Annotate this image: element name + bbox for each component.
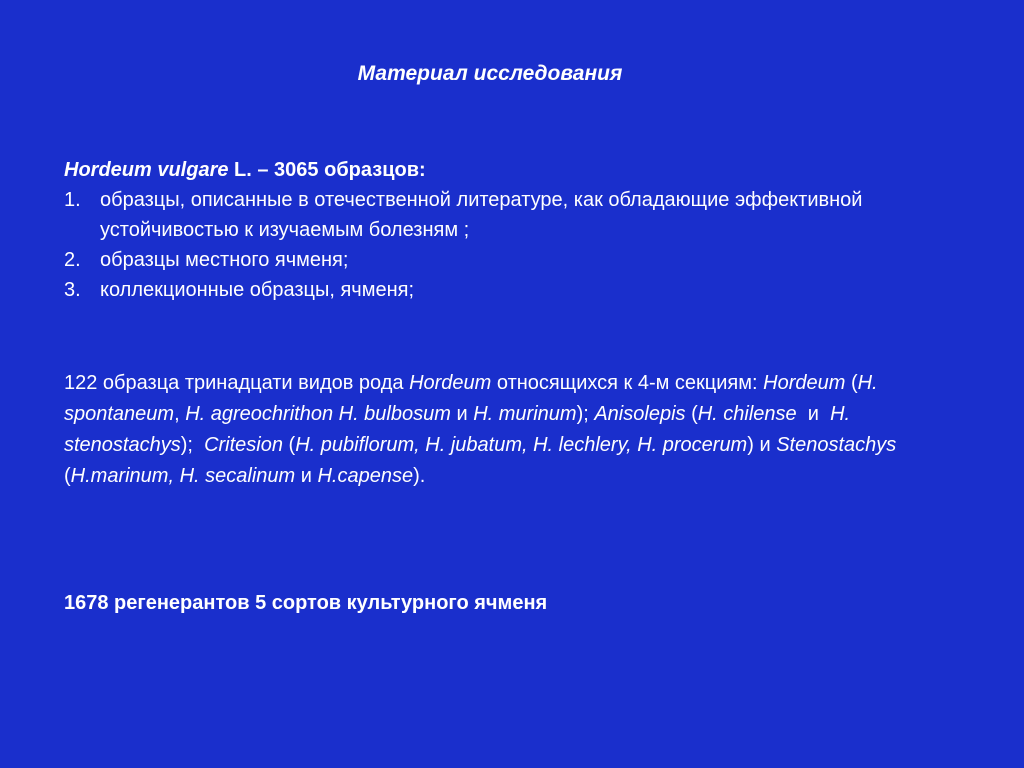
species-list: H.capense (317, 465, 414, 487)
list-text: образцы местного ячменя; (100, 249, 349, 271)
text-run: ( (685, 403, 698, 425)
list-item (64, 245, 964, 275)
sample-list (64, 185, 964, 305)
regenerants-line: 1678 регенерантов 5 сортов культурного ячменя (64, 592, 548, 614)
section-heading (64, 155, 964, 185)
wild-species-paragraph (64, 368, 944, 492)
text-run: и (450, 403, 474, 425)
text-run: ) и (747, 434, 777, 456)
list-text: образцы, описанные в отечественной литературе, как обладающие эффективной устойчивостью к изучаемым болезням ; (100, 189, 863, 241)
list-number: 3. (64, 279, 81, 301)
species-list: H. pubiflorum, H. jubatum, H. lechlery, H. procerum (295, 434, 748, 456)
list-number: 2. (64, 249, 81, 271)
text-run: ( (64, 465, 71, 487)
list-number: 1. (64, 189, 81, 211)
section-name-hordeum: Hordeum (763, 372, 846, 394)
text-run: ( (845, 372, 858, 394)
text-run: 122 образца тринадцати видов рода (64, 372, 410, 394)
list-item (64, 275, 964, 305)
list-text: коллекционные образцы, ячменя; (100, 279, 415, 301)
species-list: H. spontaneum (64, 372, 878, 425)
section-name-stenostachys: Stenostachys (776, 434, 897, 456)
text-run: ); (576, 403, 595, 425)
species-list: H. stenostachys (64, 403, 851, 456)
species-list: H.marinum, H. secalinum (70, 465, 296, 487)
material-section-barley (64, 155, 964, 305)
species-list: H. agreochrithon H. bulbosum (185, 403, 451, 425)
heading-count: L. – 3065 образцов: (228, 159, 426, 181)
text-run: и (295, 465, 318, 487)
species-list: H. chilense (697, 403, 797, 425)
slide-title: Материал исследования (357, 62, 623, 85)
species-name: Hordeum vulgare (64, 159, 229, 181)
text-run: и (796, 403, 831, 425)
text-run: ( (283, 434, 296, 456)
genus-name: Hordeum (409, 372, 492, 394)
text-run: относящихся к 4-м секциям: (491, 372, 764, 394)
text-run: ). (413, 465, 426, 487)
list-item (64, 185, 964, 245)
section-name-critesion: Critesion (204, 434, 283, 456)
text-run: , (174, 403, 186, 425)
text-run: ); (180, 434, 205, 456)
section-name-anisolepis: Anisolepis (594, 403, 686, 425)
species-list: H. murinum (473, 403, 577, 425)
